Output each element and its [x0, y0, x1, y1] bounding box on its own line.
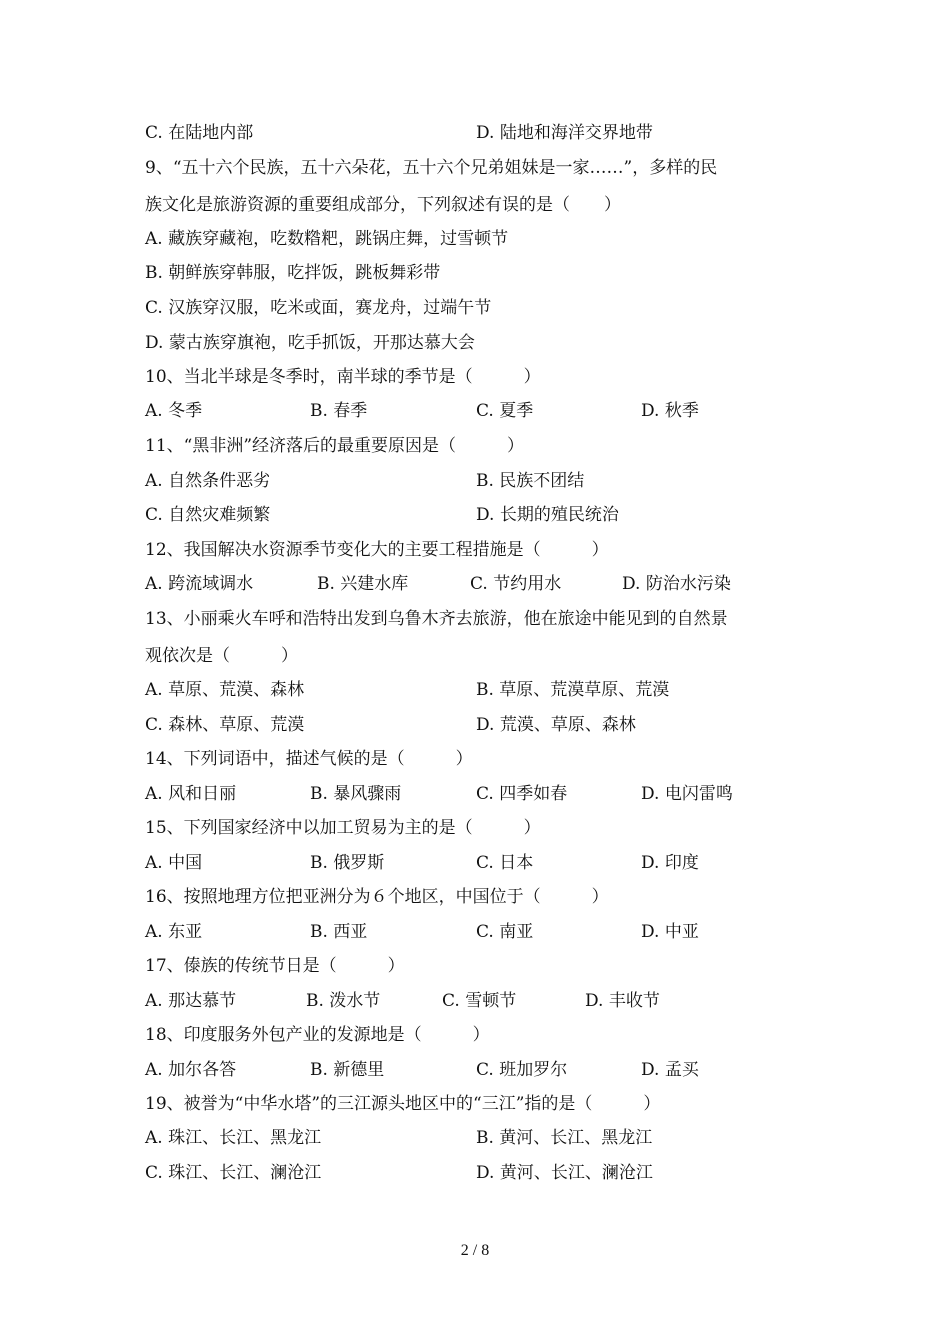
- q14-option-c: C. 四季如春: [476, 784, 568, 804]
- q14-option-d: D. 电闪雷鸣: [641, 784, 733, 804]
- q14-option-b: B. 暴风骤雨: [310, 784, 402, 804]
- q16-option-a: A. 东亚: [145, 922, 203, 942]
- q16-option-c: C. 南亚: [476, 922, 534, 942]
- q8-option-d: D. 陆地和海洋交界地带: [476, 123, 653, 143]
- q9-stem-line2: 族文化是旅游资源的重要组成部分，下列叙述有误的是（ ）: [145, 195, 621, 215]
- q16-option-b: B. 西亚: [310, 922, 368, 942]
- q16-stem: 16、按照地理方位把亚洲分为６个地区，中国位于（ ）: [145, 887, 609, 907]
- q19-option-c: C. 珠江、长江、澜沧江: [145, 1163, 322, 1183]
- q12-option-b: B. 兴建水库: [317, 574, 409, 594]
- q14-stem: 14、下列词语中，描述气候的是（ ）: [145, 749, 473, 769]
- q17-option-d: D. 丰收节: [585, 991, 660, 1011]
- q10-stem: 10、当北半球是冬季时，南半球的季节是（ ）: [145, 367, 541, 387]
- q15-option-b: B. 俄罗斯: [310, 853, 385, 873]
- q10-option-c: C. 夏季: [476, 401, 534, 421]
- q18-option-b: B. 新德里: [310, 1060, 385, 1080]
- q15-option-c: C. 日本: [476, 853, 534, 873]
- q11-option-b: B. 民族不团结: [476, 471, 585, 491]
- q17-stem: 17、傣族的传统节日是（ ）: [145, 956, 405, 976]
- q13-stem-line1: 13、小丽乘火车呼和浩特出发到乌鲁木齐去旅游，他在旅途中能见到的自然景: [145, 609, 728, 629]
- q9-option-d: D. 蒙古族穿旗袍，吃手抓饭，开那达慕大会: [145, 333, 475, 353]
- q18-stem: 18、印度服务外包产业的发源地是（ ）: [145, 1025, 490, 1045]
- q11-option-c: C. 自然灾难频繁: [145, 505, 271, 525]
- q17-option-a: A. 那达慕节: [145, 991, 237, 1011]
- q10-option-d: D. 秋季: [641, 401, 699, 421]
- q12-option-a: A. 跨流域调水: [145, 574, 254, 594]
- q19-option-a: A. 珠江、长江、黑龙江: [145, 1128, 322, 1148]
- q13-option-d: D. 荒漠、草原、森林: [476, 715, 636, 735]
- q19-option-d: D. 黄河、长江、澜沧江: [476, 1163, 653, 1183]
- q11-option-d: D. 长期的殖民统治: [476, 505, 619, 525]
- q15-option-a: A. 中国: [145, 853, 203, 873]
- q12-stem: 12、我国解决水资源季节变化大的主要工程措施是（ ）: [145, 540, 609, 560]
- q10-option-b: B. 春季: [310, 401, 368, 421]
- q14-option-a: A. 风和日丽: [145, 784, 237, 804]
- q17-option-b: B. 泼水节: [306, 991, 381, 1011]
- q12-option-c: C. 节约用水: [470, 574, 562, 594]
- page-number: 2 / 8: [460, 1242, 490, 1259]
- q8-option-c: C. 在陆地内部: [145, 123, 254, 143]
- q19-option-b: B. 黄河、长江、黑龙江: [476, 1128, 653, 1148]
- q9-option-a: A. 藏族穿藏袍，吃数糌粑，跳锅庄舞，过雪顿节: [145, 229, 509, 249]
- q11-stem: 11、“黑非洲”经济落后的最重要原因是（ ）: [145, 436, 525, 456]
- q13-stem-line2: 观依次是（ ）: [145, 646, 298, 666]
- q10-option-a: A. 冬季: [145, 401, 203, 421]
- q18-option-a: A. 加尔各答: [145, 1060, 237, 1080]
- q19-stem: 19、被誉为“中华水塔”的三江源头地区中的“三江”指的是（ ）: [145, 1094, 661, 1114]
- q12-option-d: D. 防治水污染: [622, 574, 731, 594]
- q9-option-c: C. 汉族穿汉服，吃米或面，赛龙舟，过端午节: [145, 298, 492, 318]
- q11-option-a: A. 自然条件恶劣: [145, 471, 271, 491]
- q9-stem-line1: 9、“五十六个民族，五十六朵花，五十六个兄弟姐妹是一家……”，多样的民: [145, 158, 718, 178]
- q18-option-d: D. 孟买: [641, 1060, 699, 1080]
- q15-option-d: D. 印度: [641, 853, 699, 873]
- q13-option-c: C. 森林、草原、荒漠: [145, 715, 305, 735]
- q16-option-d: D. 中亚: [641, 922, 699, 942]
- q15-stem: 15、下列国家经济中以加工贸易为主的是（ ）: [145, 818, 541, 838]
- q13-option-b: B. 草原、荒漠草原、荒漠: [476, 680, 670, 700]
- q17-option-c: C. 雪顿节: [442, 991, 517, 1011]
- q9-option-b: B. 朝鲜族穿韩服，吃拌饭，跳板舞彩带: [145, 263, 441, 283]
- q18-option-c: C. 班加罗尔: [476, 1060, 568, 1080]
- q13-option-a: A. 草原、荒漠、森林: [145, 680, 305, 700]
